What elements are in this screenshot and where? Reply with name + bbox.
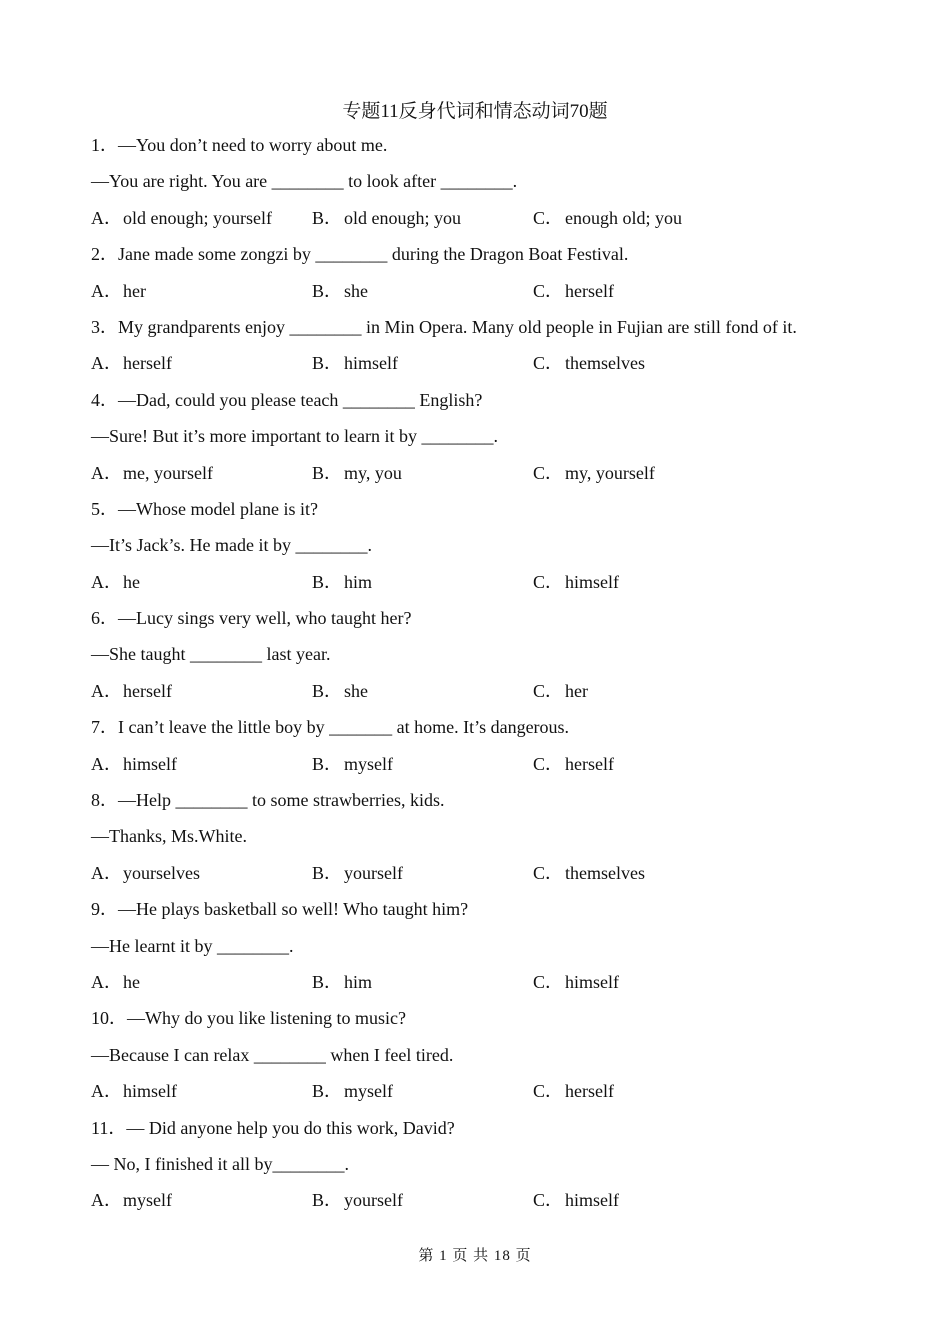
option-text: he xyxy=(123,571,140,592)
option-letter: B． xyxy=(312,753,343,774)
option-letter: A． xyxy=(91,207,122,228)
option-letter: C． xyxy=(533,571,564,592)
answer-options xyxy=(91,1078,871,1114)
option-a[interactable] xyxy=(91,678,312,714)
option-a[interactable] xyxy=(91,278,312,314)
answer-options xyxy=(91,678,871,714)
option-c[interactable] xyxy=(533,969,754,1005)
option-c[interactable] xyxy=(533,350,754,386)
answer-options xyxy=(91,969,871,1005)
option-text: her xyxy=(565,680,588,701)
answer-options xyxy=(91,205,871,241)
option-letter: C． xyxy=(533,207,564,228)
option-b[interactable] xyxy=(312,205,533,241)
option-letter: C． xyxy=(533,1081,564,1102)
option-letter: C． xyxy=(533,353,564,374)
option-a[interactable] xyxy=(91,205,312,241)
option-text: yourself xyxy=(344,1190,403,1211)
option-c[interactable] xyxy=(533,569,754,605)
option-b[interactable] xyxy=(312,860,533,896)
option-text: yourselves xyxy=(123,862,200,883)
option-a[interactable] xyxy=(91,1078,312,1114)
option-letter: B． xyxy=(312,571,343,592)
dialogue-line: —You are right. You are ________ to look after ________. xyxy=(91,171,518,192)
option-text: enough old; you xyxy=(565,207,682,228)
option-letter: C． xyxy=(533,280,564,301)
option-text: myself xyxy=(344,1081,393,1102)
dialogue-line: —Sure! But it’s more important to learn it by ________. xyxy=(91,426,498,447)
option-text: me, yourself xyxy=(123,462,213,483)
option-letter: C． xyxy=(533,680,564,701)
option-text: he xyxy=(123,971,140,992)
option-a[interactable] xyxy=(91,1187,312,1223)
option-letter: B． xyxy=(312,971,343,992)
option-letter: B． xyxy=(312,680,343,701)
answer-options xyxy=(91,569,871,605)
dialogue-line: —He learnt it by ________. xyxy=(91,935,294,956)
option-b[interactable] xyxy=(312,751,533,787)
option-letter: A． xyxy=(91,571,122,592)
option-letter: B． xyxy=(312,462,343,483)
answer-options xyxy=(91,278,871,314)
option-text: him xyxy=(344,971,373,992)
option-text: herself xyxy=(123,680,172,701)
question-stem: 3．My grandparents enjoy ________ in Min Opera. Many old people in Fujian are still fond of it. xyxy=(91,316,797,337)
option-c[interactable] xyxy=(533,1187,754,1223)
question-stem: 1．—You don’t need to worry about me. xyxy=(91,135,388,155)
option-letter: C． xyxy=(533,971,564,992)
dialogue-line: —Because I can relax ________ when I feel tired. xyxy=(91,1044,454,1065)
option-text: old enough; you xyxy=(344,207,461,228)
answer-options xyxy=(91,1187,871,1223)
option-b[interactable] xyxy=(312,569,533,605)
option-c[interactable] xyxy=(533,278,754,314)
question-stem: 2．Jane made some zongzi by ________ during the Dragon Boat Festival. xyxy=(91,244,629,265)
option-letter: A． xyxy=(91,280,122,301)
option-letter: B． xyxy=(312,353,343,374)
option-text: themselves xyxy=(565,862,645,883)
option-b[interactable] xyxy=(312,278,533,314)
question-stem: 6．—Lucy sings very well, who taught her? xyxy=(91,608,412,629)
option-text: myself xyxy=(123,1190,172,1211)
option-letter: B． xyxy=(312,280,343,301)
option-letter: C． xyxy=(533,1190,564,1211)
option-a[interactable] xyxy=(91,569,312,605)
option-c[interactable] xyxy=(533,678,754,714)
option-text: yourself xyxy=(344,862,403,883)
option-letter: B． xyxy=(312,207,343,228)
option-letter: A． xyxy=(91,353,122,374)
page-title: 专题11反身代词和情态动词70题 xyxy=(342,101,608,122)
option-a[interactable] xyxy=(91,751,312,787)
dialogue-line: —She taught ________ last year. xyxy=(91,644,331,665)
option-b[interactable] xyxy=(312,350,533,386)
option-text: myself xyxy=(344,753,393,774)
dialogue-line: —It’s Jack’s. He made it by ________. xyxy=(91,535,372,556)
option-text: my, you xyxy=(344,462,402,483)
option-b[interactable] xyxy=(312,969,533,1005)
option-letter: B． xyxy=(312,1190,343,1211)
option-b[interactable] xyxy=(312,1187,533,1223)
option-c[interactable] xyxy=(533,1078,754,1114)
question-stem: 11．— Did anyone help you do this work, David? xyxy=(91,1117,455,1138)
option-c[interactable] xyxy=(533,860,754,896)
option-text: himself xyxy=(344,353,398,374)
question-stem: 7．I can’t leave the little boy by _______ at home. It’s dangerous. xyxy=(91,717,570,738)
option-letter: C． xyxy=(533,862,564,883)
option-text: she xyxy=(344,680,368,701)
answer-options xyxy=(91,860,871,896)
page-footer: 第 1 页 共 18 页 xyxy=(418,1248,532,1264)
option-letter: A． xyxy=(91,971,122,992)
option-letter: A． xyxy=(91,753,122,774)
option-b[interactable] xyxy=(312,460,533,496)
question-stem: 5．—Whose model plane is it? xyxy=(91,498,318,519)
option-letter: C． xyxy=(533,462,564,483)
option-text: himself xyxy=(123,753,177,774)
option-text: himself xyxy=(565,571,619,592)
option-text: themselves xyxy=(565,353,645,374)
option-text: herself xyxy=(565,753,614,774)
option-text: my, yourself xyxy=(565,462,655,483)
option-b[interactable] xyxy=(312,1078,533,1114)
option-text: her xyxy=(123,280,146,301)
option-letter: C． xyxy=(533,753,564,774)
question-stem: 10．—Why do you like listening to music? xyxy=(91,1008,406,1029)
option-a[interactable] xyxy=(91,860,312,896)
option-text: himself xyxy=(123,1081,177,1102)
option-text: she xyxy=(344,280,368,301)
option-a[interactable] xyxy=(91,460,312,496)
option-letter: A． xyxy=(91,862,122,883)
option-letter: B． xyxy=(312,1081,343,1102)
option-letter: A． xyxy=(91,1081,122,1102)
option-text: himself xyxy=(565,971,619,992)
option-a[interactable] xyxy=(91,350,312,386)
option-text: old enough; yourself xyxy=(123,207,272,228)
option-text: herself xyxy=(565,1081,614,1102)
option-b[interactable] xyxy=(312,678,533,714)
option-a[interactable] xyxy=(91,969,312,1005)
option-text: him xyxy=(344,571,373,592)
question-list xyxy=(91,132,871,1224)
option-letter: A． xyxy=(91,680,122,701)
answer-options xyxy=(91,350,871,386)
dialogue-line: — No, I finished it all by________. xyxy=(91,1153,349,1174)
option-text: herself xyxy=(123,353,172,374)
question-stem: 9．—He plays basketball so well! Who taught him? xyxy=(91,899,469,920)
option-c[interactable] xyxy=(533,205,754,241)
option-text: herself xyxy=(565,280,614,301)
option-text: himself xyxy=(565,1190,619,1211)
option-c[interactable] xyxy=(533,751,754,787)
option-c[interactable] xyxy=(533,460,754,496)
question-stem: 4．—Dad, could you please teach ________ English? xyxy=(91,389,483,410)
question-stem: 8．—Help ________ to some strawberries, kids. xyxy=(91,790,445,811)
option-letter: B． xyxy=(312,862,343,883)
option-letter: A． xyxy=(91,1190,122,1211)
option-letter: A． xyxy=(91,462,122,483)
answer-options xyxy=(91,751,871,787)
answer-options xyxy=(91,460,871,496)
dialogue-line: —Thanks, Ms.White. xyxy=(91,826,247,847)
